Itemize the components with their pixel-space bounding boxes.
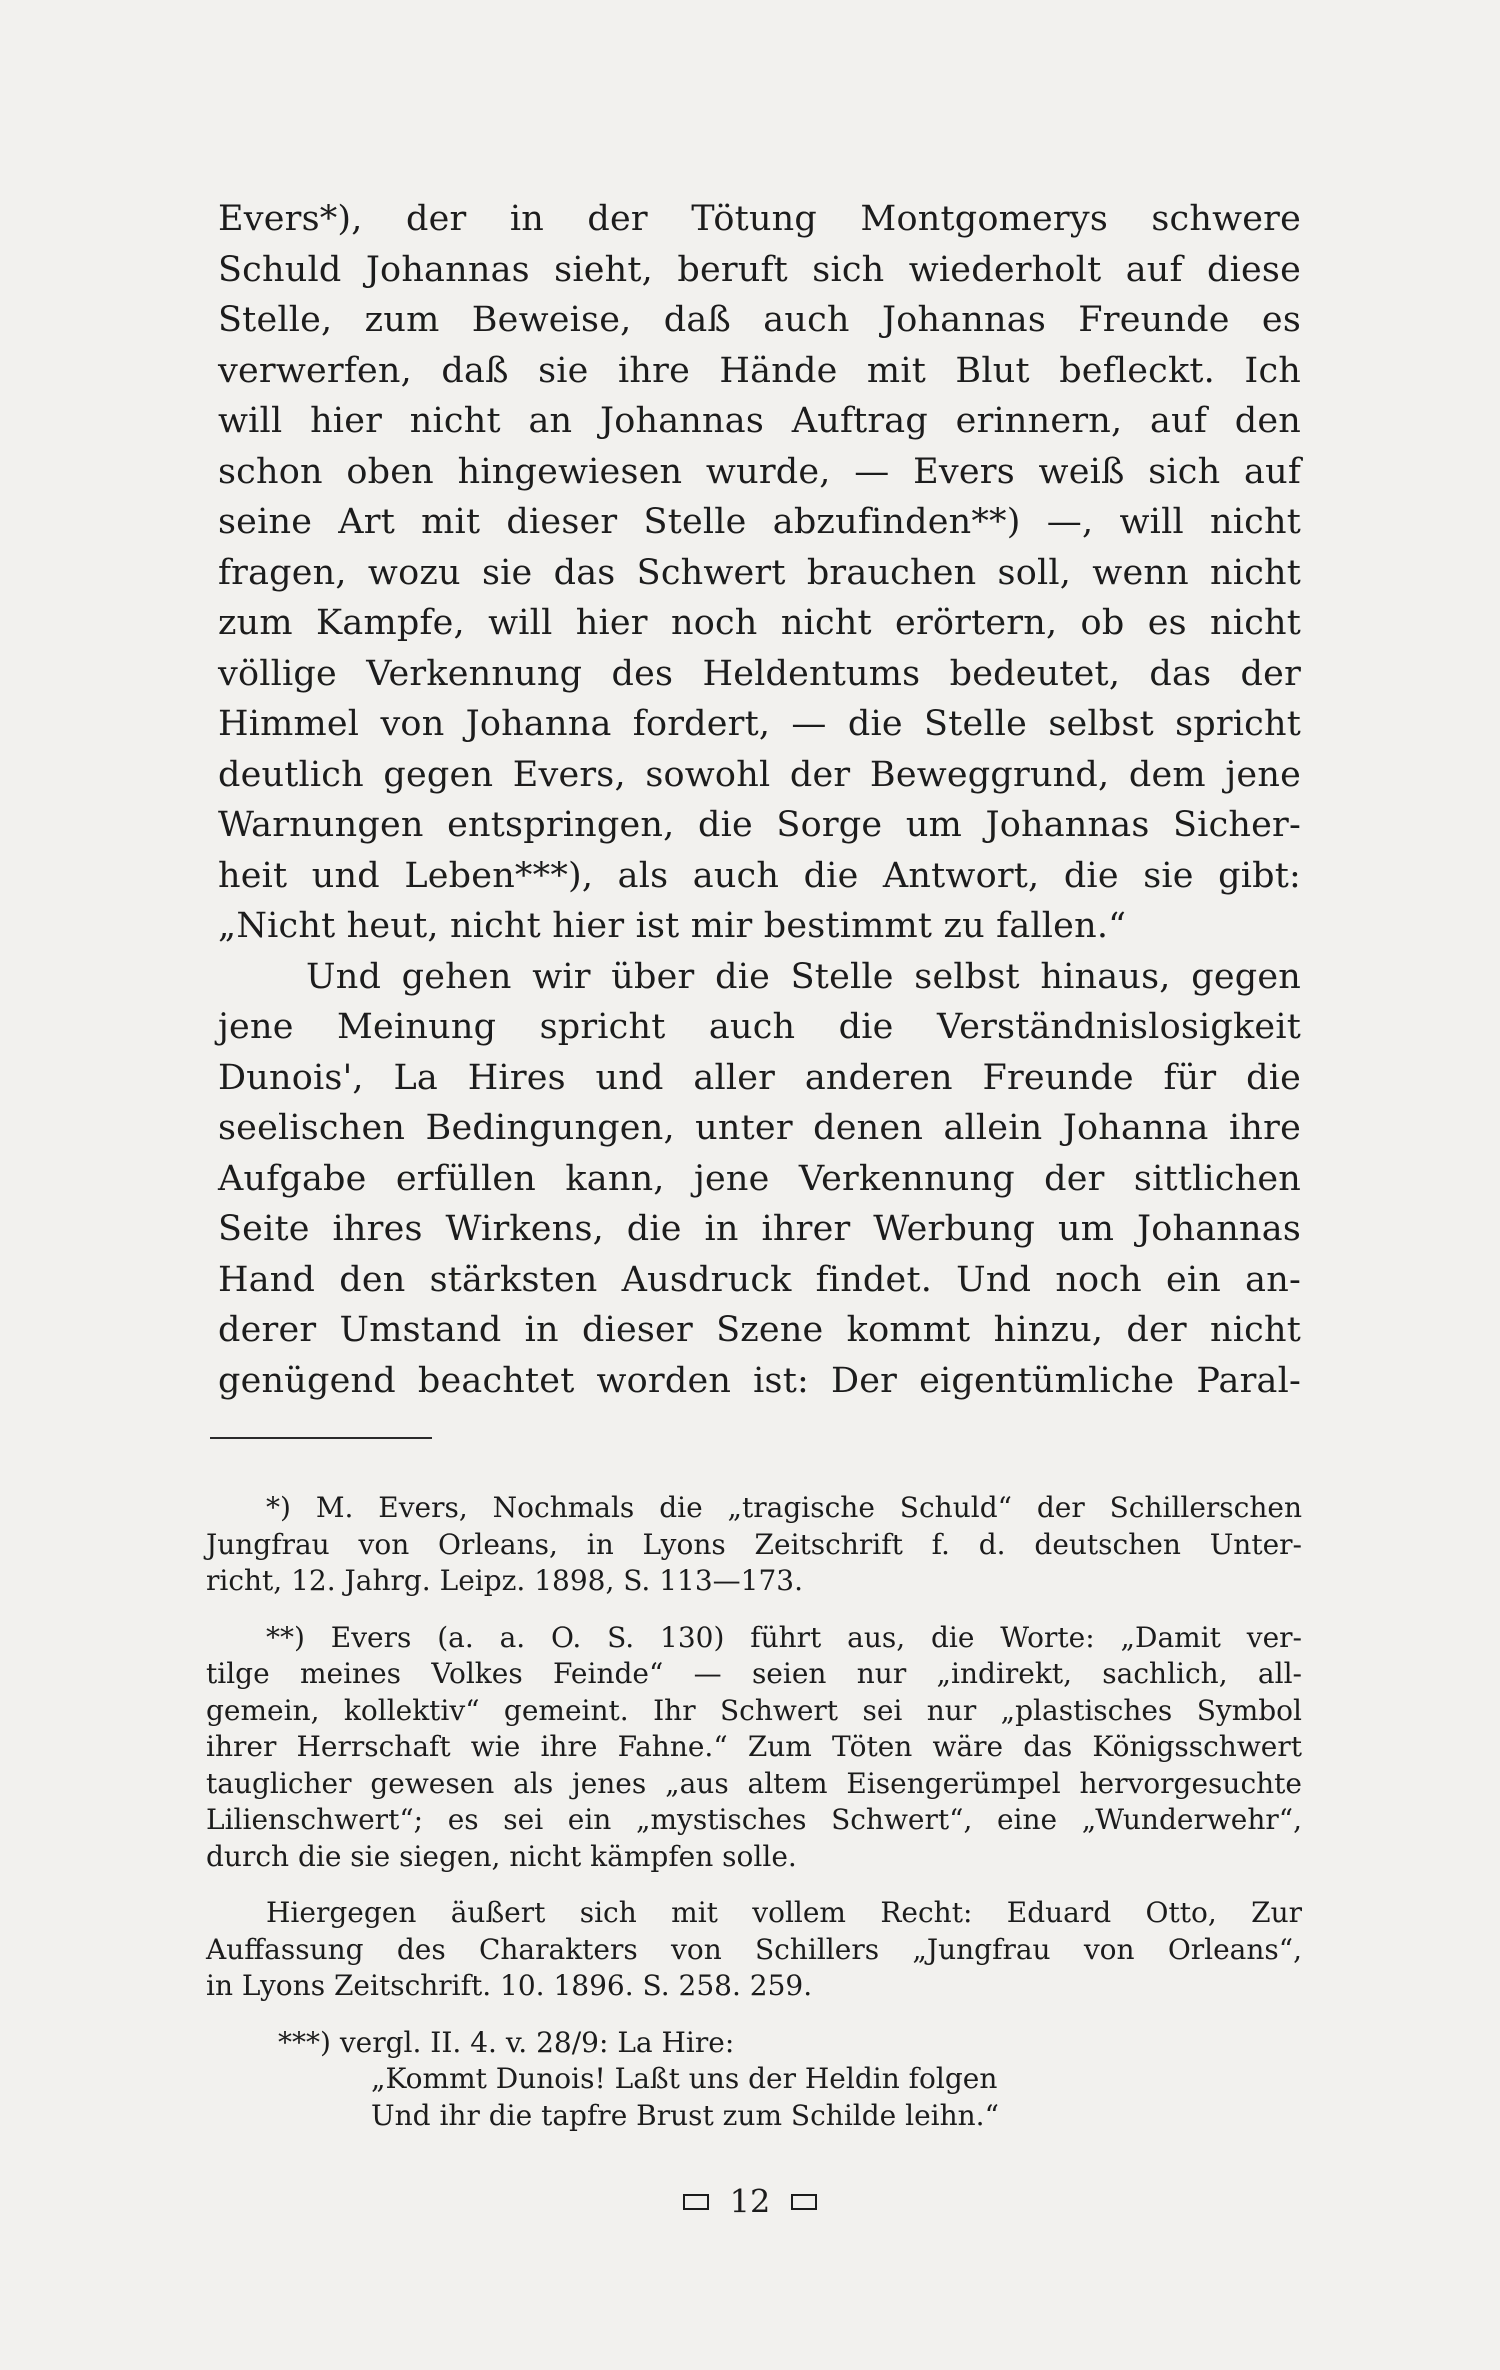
text-line: fragen, wozu sie das Schwert brauchen soll, wenn nicht <box>218 552 1301 593</box>
text-line: zum Kampfe, will hier noch nicht erörtern, ob es nicht <box>218 603 1301 643</box>
footnote-line: Auffassung des Charakters von Schillers „Jungfrau von Orleans“, <box>206 1932 1302 1966</box>
paragraph-start-line: Und gehen wir über die Stelle selbst hinaus, gegen <box>306 956 1301 997</box>
page-number <box>0 2180 1500 2221</box>
footnote-line: ***) vergl. II. 4. v. 28/9: La Hire: <box>278 2025 735 2059</box>
text-line: Aufgabe erfüllen kann, jene Verkennung der sittlichen <box>218 1158 1301 1199</box>
footnote-line: durch die sie siegen, nicht kämpfen solle. <box>206 1839 797 1873</box>
text-line: genügend beachtet worden ist: Der eigentümliche Paral- <box>218 1360 1301 1401</box>
footnote-2 <box>206 1620 1302 1876</box>
text-line: verwerfen, daß sie ihre Hände mit Blut befleckt. Ich <box>218 350 1301 391</box>
text-line: völlige Verkennung des Heldentums bedeutet, das der <box>218 653 1301 694</box>
footnote-line: tilge meines Volkes Feinde“ — seien nur „indirekt, sachlich, all- <box>206 1657 1302 1690</box>
footnote-line: **) Evers (a. a. O. S. 130) führt aus, die Worte: „Damit ver- <box>266 1620 1302 1654</box>
text-line: Evers*), der in der Tötung Montgomerys schwere <box>218 199 1301 239</box>
text-line: Dunois', La Hires und aller anderen Freunde für die <box>218 1057 1301 1098</box>
text-line: Stelle, zum Beweise, daß auch Johannas Freunde es <box>218 300 1301 340</box>
text-line: seelischen Bedingungen, unter denen allein Johanna ihre <box>218 1108 1301 1148</box>
text-line: Schuld Johannas sieht, beruft sich wiederholt auf diese <box>218 249 1301 290</box>
footnote-quote-line: „Kommt Dunois! Laßt uns der Heldin folgen <box>371 2062 998 2095</box>
footnote-separator <box>210 1437 432 1439</box>
text-line: „Nicht heut, nicht hier ist mir bestimmt zu fallen.“ <box>218 906 1127 946</box>
footnote-line: *) M. Evers, Nochmals die „tragische Schuld“ der Schillerschen <box>266 1491 1302 1524</box>
text-line: derer Umstand in dieser Szene kommt hinzu, der nicht <box>218 1310 1301 1350</box>
text-line: Seite ihres Wirkens, die in ihrer Werbung um Johannas <box>218 1209 1301 1249</box>
footnote-line: richt, 12. Jahrg. Leipz. 1898, S. 113—173. <box>206 1564 804 1597</box>
text-line: seine Art mit dieser Stelle abzufinden**) —, will nicht <box>218 502 1301 542</box>
footnote-line: ihrer Herrschaft wie ihre Fahne.“ Zum Töten wäre das Königsschwert <box>206 1730 1302 1763</box>
footnote-quote-line: Und ihr die tapfre Brust zum Schilde leihn.“ <box>371 2098 999 2132</box>
footnotes <box>206 1490 1302 2154</box>
footnote-1 <box>206 1490 1302 1600</box>
text-line: Hand den stärksten Ausdruck findet. Und noch ein an- <box>218 1259 1301 1300</box>
footnote-line: gemein, kollektiv“ gemeint. Ihr Schwert sei nur „plastisches Symbol <box>206 1693 1302 1727</box>
footnote-2-continuation <box>206 1895 1302 2005</box>
text-line: Himmel von Johanna fordert, — die Stelle selbst spricht <box>218 704 1301 744</box>
text-line: deutlich gegen Evers, sowohl der Beweggrund, dem jene <box>218 754 1301 795</box>
footnote-line: Hiergegen äußert sich mit vollem Recht: Eduard Otto, Zur <box>266 1896 1302 1929</box>
text-line: will hier nicht an Johannas Auftrag erinnern, auf den <box>218 401 1301 441</box>
text-line: heit und Leben***), als auch die Antwort, die sie gibt: <box>218 855 1301 896</box>
footnote-line: in Lyons Zeitschrift. 10. 1896. S. 258. 259. <box>206 1969 813 2002</box>
ornament-box-icon <box>791 2194 817 2210</box>
text-line: jene Meinung spricht auch die Verständnislosigkeit <box>218 1007 1301 1047</box>
footnote-3 <box>206 2025 1302 2135</box>
text-line: Warnungen entspringen, die Sorge um Johannas Sicher- <box>218 805 1301 845</box>
footnote-line: tauglicher gewesen als jenes „aus altem Eisengerümpel hervorgesuchte <box>206 1766 1302 1800</box>
ornament-box-icon <box>683 2194 709 2210</box>
main-text <box>218 194 1301 1406</box>
page-number-text: 12 <box>729 2182 771 2221</box>
footnote-line: Lilienschwert“; es sei ein „mystisches Schwert“, eine „Wunderwehr“, <box>206 1803 1302 1836</box>
footnote-line: Jungfrau von Orleans, in Lyons Zeitschrift f. d. deutschen Unter- <box>206 1527 1302 1561</box>
text-line: schon oben hingewiesen wurde, — Evers weiß sich auf <box>218 451 1301 492</box>
